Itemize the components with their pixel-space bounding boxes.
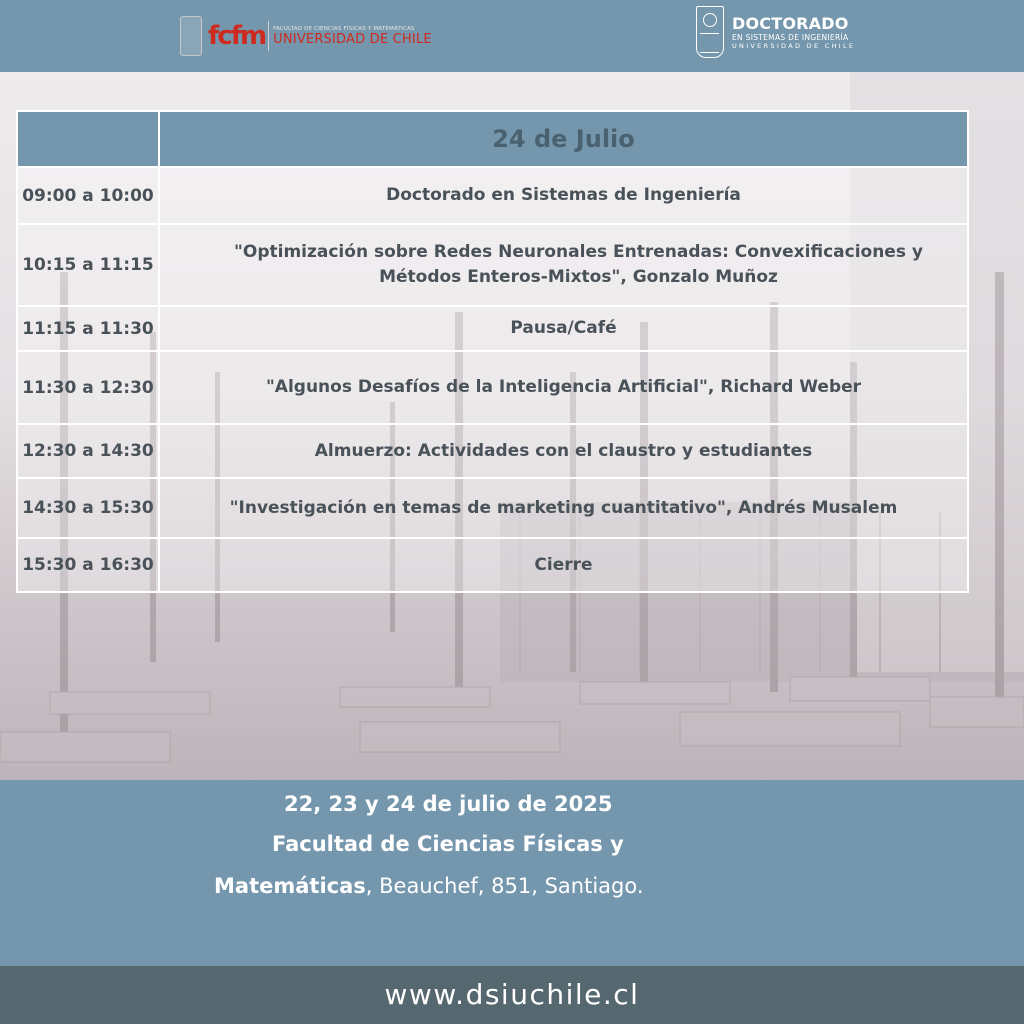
doctorado-logo <box>696 4 855 60</box>
event-venue-line2 <box>214 874 644 898</box>
url-bar <box>0 966 1024 1024</box>
row-activity: "Investigación en temas de marketing cuantitativo", Andrés Musalem <box>159 478 968 538</box>
crest-icon <box>696 6 724 58</box>
row-time: 15:30 a 16:30 <box>17 538 159 592</box>
university-seal-icon <box>180 16 202 56</box>
row-activity: Almuerzo: Actividades con el claustro y estudiantes <box>159 424 968 478</box>
row-time: 12:30 a 14:30 <box>17 424 159 478</box>
event-venue-line1: Facultad de Ciencias Físicas y <box>272 832 624 856</box>
row-activity: Cierre <box>159 538 968 592</box>
fcfm-logo <box>180 14 432 58</box>
table-row <box>17 538 968 592</box>
table-row <box>17 224 968 306</box>
table-row <box>17 167 968 224</box>
row-time: 10:15 a 11:15 <box>17 224 159 306</box>
table-row <box>17 424 968 478</box>
row-time: 11:15 a 11:30 <box>17 306 159 351</box>
row-activity: Pausa/Café <box>159 306 968 351</box>
header-band <box>0 0 1024 72</box>
header-time-cell <box>17 111 159 167</box>
table-row <box>17 478 968 538</box>
venue-address: , Beauchef, 851, Santiago. <box>365 874 644 898</box>
website-link[interactable]: www.dsiuchile.cl <box>384 978 640 1011</box>
venue-bold: Matemáticas <box>214 874 366 898</box>
event-dates: 22, 23 y 24 de julio de 2025 <box>284 792 613 816</box>
fcfm-faculty-name: FACULTAD DE CIENCIAS FÍSICAS Y MATEMÁTICAS <box>273 25 415 32</box>
logo-divider <box>268 21 269 51</box>
schedule-date: 24 de Julio <box>159 111 968 167</box>
doctorado-title: DOCTORADO <box>732 14 849 33</box>
fcfm-wordmark: fcfm <box>208 21 266 51</box>
doctorado-subtitle: EN SISTEMAS DE INGENIERÍA <box>732 33 849 42</box>
table-row <box>17 306 968 351</box>
row-activity: Doctorado en Sistemas de Ingeniería <box>159 167 968 224</box>
row-time: 09:00 a 10:00 <box>17 167 159 224</box>
doctorado-university: UNIVERSIDAD DE CHILE <box>732 42 856 50</box>
row-time: 14:30 a 15:30 <box>17 478 159 538</box>
row-activity: "Optimización sobre Redes Neuronales Entrenadas: Convexificaciones y Métodos Enteros-Mixtos", Gonzalo Muñoz <box>159 224 968 306</box>
fcfm-university-name: UNIVERSIDAD DE CHILE <box>273 31 432 47</box>
schedule-table <box>16 110 969 593</box>
table-row <box>17 351 968 424</box>
row-time: 11:30 a 12:30 <box>17 351 159 424</box>
schedule-header-row <box>17 111 968 167</box>
row-activity: "Algunos Desafíos de la Inteligencia Artificial", Richard Weber <box>159 351 968 424</box>
event-info-band <box>0 780 1024 966</box>
